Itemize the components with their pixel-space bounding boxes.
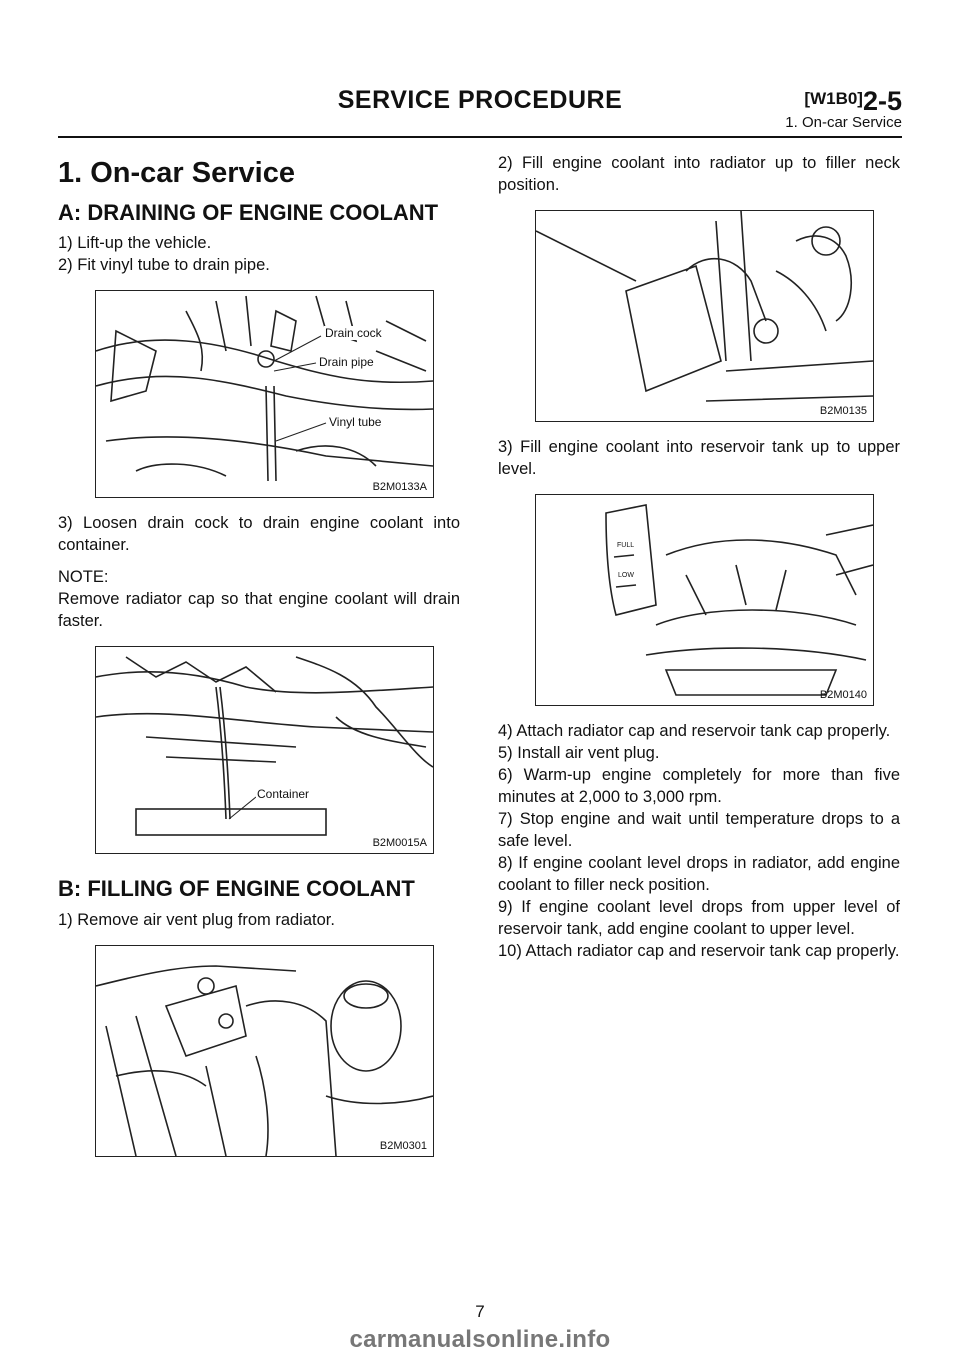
note-label: NOTE: [58, 568, 109, 587]
section-b-step-1: 1) Remove air vent plug from radiator. [58, 910, 335, 929]
section-b-step-6: 6) Warm-up engine completely for more than five minutes at 2,000 to 3,000 rpm. [498, 766, 900, 806]
figure-container [95, 646, 434, 854]
figure-drain-cock [95, 290, 434, 498]
section-b-step-5: 5) Install air vent plug. [498, 744, 660, 762]
figure-label-container: Container [257, 787, 310, 802]
figure-caption: B2M0140 [819, 689, 867, 701]
note-text: Remove radiator cap so that engine coolant will drain faster. [58, 590, 460, 631]
left-column [58, 150, 460, 1171]
figure-caption: B2M0015A [372, 837, 427, 850]
header-rule [58, 136, 902, 138]
section-a-step-2: 2) Fit vinyl tube to drain pipe. [58, 256, 270, 275]
figure-label-drain-pipe: Drain pipe [319, 355, 374, 370]
section-b-step-2: 2) Fill engine coolant into radiator up to filler neck position. [498, 154, 900, 194]
section-b-step-9: 9) If engine coolant level drops from upper level of reservoir tank, add engine coolant to upper level. [498, 898, 900, 938]
figure-air-vent-plug [95, 945, 434, 1157]
figure-label-low: LOW [618, 572, 634, 579]
right-column [498, 152, 900, 962]
figure-air-vent-plug-illustration [96, 946, 433, 1156]
page-heading: 1. On-car Service [58, 157, 295, 189]
figure-label-vinyl-tube: Vinyl tube [329, 415, 382, 430]
section-b-title: B: FILLING OF ENGINE COOLANT [58, 876, 415, 902]
header-section [804, 86, 902, 117]
header-title: SERVICE PROCEDURE [337, 86, 623, 114]
figure-reservoir-tank [535, 494, 874, 706]
figure-caption: B2M0301 [379, 1139, 427, 1152]
section-b-step-10: 10) Attach radiator cap and reservoir tank cap properly. [498, 942, 900, 960]
section-b-step-7: 7) Stop engine and wait until temperature drops to a safe level. [498, 810, 900, 850]
figure-drain-cock-illustration [96, 291, 433, 497]
footer-watermark[interactable]: carmanualsonline.info [349, 1326, 611, 1353]
section-a-step-3: 3) Loosen drain cock to drain engine coolant into container. [58, 514, 460, 555]
header-subtitle: 1. On-car Service [785, 114, 902, 131]
figure-filler-neck-illustration [536, 211, 873, 421]
figure-filler-neck [535, 210, 874, 422]
section-b-step-8: 8) If engine coolant level drops in radiator, add engine coolant to filler neck position. [498, 854, 900, 894]
figure-reservoir-tank-illustration [536, 495, 873, 705]
figure-label-drain-cock: Drain cock [325, 326, 382, 341]
header-section-number: 2-5 [862, 86, 902, 116]
section-a-step-1: 1) Lift-up the vehicle. [58, 234, 212, 253]
header-code: [W1B0] [804, 89, 863, 108]
figure-caption: B2M0135 [819, 405, 867, 417]
figure-caption: B2M0133A [372, 481, 427, 494]
page-number: 7 [475, 1302, 485, 1321]
section-b-step-3: 3) Fill engine coolant into reservoir tank up to upper level. [498, 438, 900, 478]
section-a-title: A: DRAINING OF ENGINE COOLANT [58, 199, 439, 225]
figure-label-full: FULL [617, 542, 635, 549]
figure-container-illustration [96, 647, 433, 853]
section-b-step-4: 4) Attach radiator cap and reservoir tank cap properly. [498, 722, 891, 740]
